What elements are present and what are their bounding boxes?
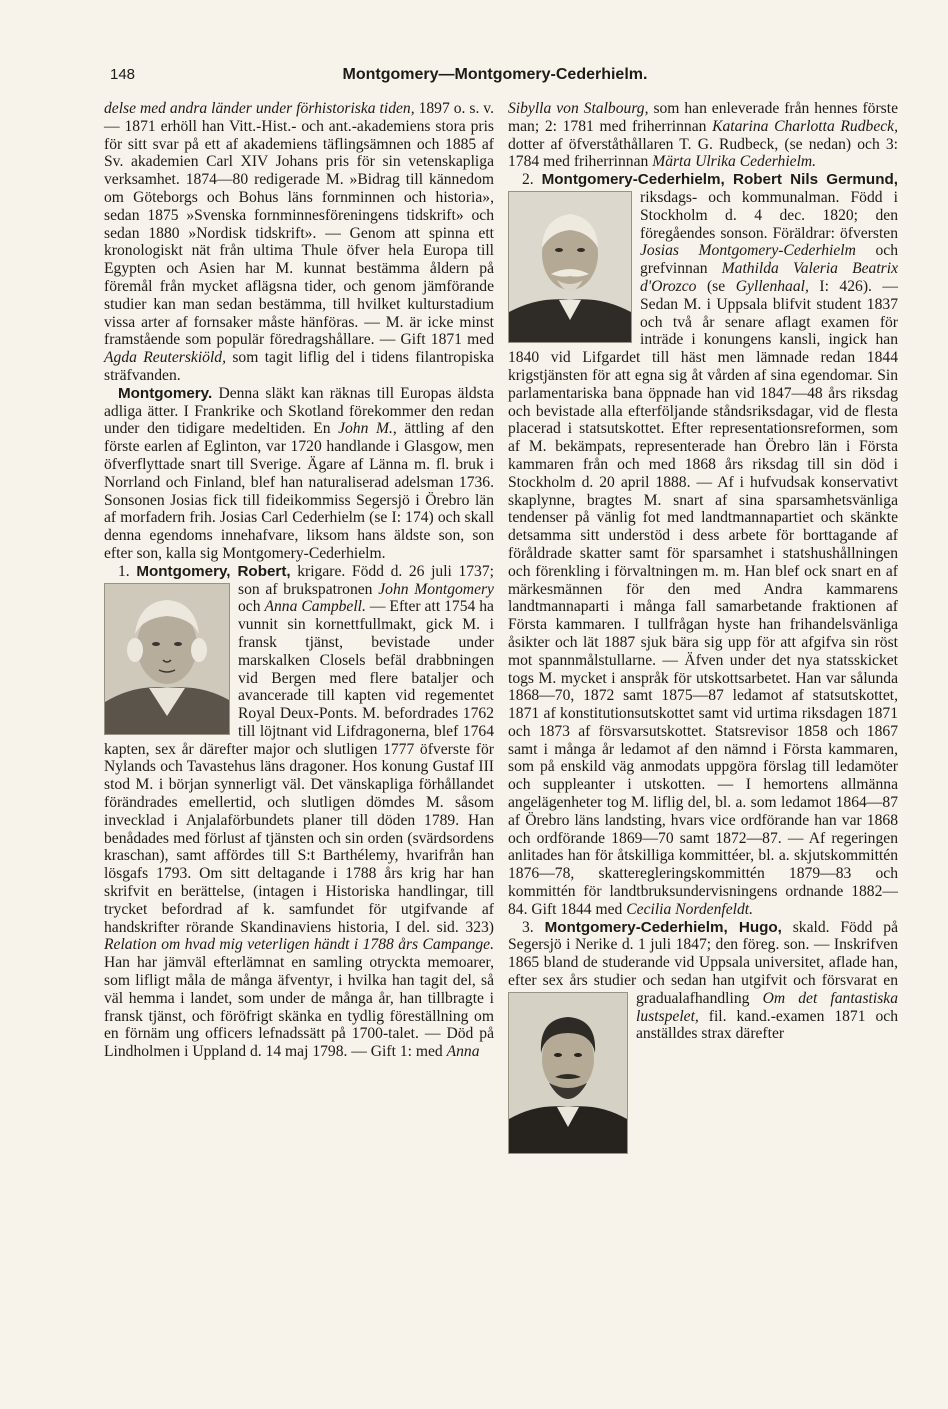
entry-number: 2. [522,171,534,189]
cross-reference: Gyllenhaal, [735,277,809,295]
entry-hugo: 3. Montgomery-Cederhielm, Hugo, skald. Född på Segersjö i Nerike d. 1 juli 1847; den föreg. son. — Inskrifven 1865 bland de studerande vid Uppsala universitet, aflade han, efter sex års studier och sedan han utgifvit och försvarat en gradualafhandling Om det fantastiska lustspelet, fil. kand.-examen 1871 och anställdes strax därefter [508,919,898,1044]
portrait-robert-nils-germund [508,191,632,343]
entry-headword: Montgomery-Cederhielm, Robert Nils Germund, [541,171,898,189]
entry-robert-nils-germund: 2. Montgomery-Cederhielm, Robert Nils Germund, riksdags- och kommunalman. Född i Stockholm d. 4 dec. 1820; den föregåendes sonson. Föräldrar: öfversten Josias Montgomery-Cederhielm och grefvinnan Mathilda Valeria Beatrix d'Orozco (se Gyllenhaal, I: 426). — Sedan M. i Uppsala blifvit student 1837 och två år senare aflagt examen för inträde i konungens kansli, ingick han 1840 vid Lifgardet till häst men lämnade redan 1844 krigstjänsten för att egna sig åt vården af sina egendomar. Sin parlamentariska bana öppnade han vid 1847—48 års riksdag och bevistade alla efterföljande ståndsriksdagar, vid de flesta placerad i statsutskottet. Efter representationsreformen, som af M. bekämpats, representerade han Örebro län i Första kammaren från och med 1868 års riksdag till sin död i Stockholm d. 20 april 1888. — Af i hufvudsak konservativt skaplynne, bragtes M. snart af sina sparsamhetsvänliga tendenser på vänlig fot med landtmannapartiet och skänkte detsamma sitt understöd i dess arbete för borttagande af föråldrade skatter samt för sparsamhet i statshushållningen och förenkling i förvaltningen m. m. Han blef ock snart en af märkesmännen för den med Andra kammarens landtmannaparti i många fall samarbetande fraktionen af Första kammaren. I tullfrågan hyste han frihandelsvänliga åsikter och lät 1887 sjuk bära sig upp för att afgifva sin röst mot spannmålstullarne. — Äfven under det nya statsskicket togs M. mycket i anspråk för utskottsarbetet. Han var sålunda 1868—70, 1872 samt 1875—87 ledamot af statsutskottet, 1871 af konstitutionsutskottet samt vid urtima riksdagen 1871 och 1873 af försvarsutskottet. Statsrevisor 1858 och 1867 samt i många år ledamot af den nämnd i Första kammaren, som på enskild väg anmodats uppgöra förslag till ledamöter och suppleanter i utskotten. — I hemortens allmänna angelägenheter tog M. liflig del, bl. a. som ledamot 1864—87 af Örebro läns landsting, hvars vice ordförande han var 1868 och ordförande 1869—70 samt 1872—87. — Af regeringen anlitades han för åtskilliga kommittéer, bl. a. skjutskommittén 1876—78, skatteregleringskommittén 1879—83 och kommittén för landtbruksundervisningens ordnande 1882—84. Gift 1844 med Cecilia Nordenfeldt. [508,171,899,918]
person-name: Cecilia Nordenfeldt. [626,900,754,918]
entry-headword: Montgomery-Cederhielm, Hugo, [544,918,782,936]
work-title: Relation om hvad mig veterligen händt i 1788 års Campange. [104,936,494,954]
person-name: Josias Montgomery-Cederhielm [640,242,856,260]
person-name: John M. [338,420,393,438]
running-title: Montgomery—Montgomery-Cederhielm. [342,66,648,83]
person-name: Mathilda Valeria Beatrix d'Orozco [640,260,898,295]
entry-robert: 1. Montgomery, Robert, krigare. Född d. 26 juli 1737; son af brukspatronen John Montgomery och Anna Campbell. — Efter att 1754 ha vunnit sin kornettfullmakt, gick M. i fransk tjänst, bevistade under marskalken Closels befäl drabbningen vid Bergen med flere bataljer och avancerade till kapten vid regementet Royal Deux-Ponts. M. befordrades 1762 till löjtnant vid Lifdragonerna, blef 1764 kapten, sex år därefter major och slutligen 1777 öfverste för Nylands och Tavastehus läns dragoner. Hos konung Gustaf III stod M. i början synnerligt väl. Det vänskapliga förhållandet förändrades emellertid, och slutligen dömdes M. såsom invecklad i Anjalaförbundets planer till döden 1789. Han benådades med förlust af tjänsten och sin orden (svärdsordens kraschan), samt affördes till S:t Barthélemy, hvarifrån han lösgafs 1793. Om sitt deltagande i 1788 års krig har han skrifvit en berättelse, (intagen i Historiska handlingar, till trycket befordrad af k. samfundet för utgifvande af handskrifter rörande Skandinaviens historia, I del. sid. 323) Relation om hvad mig veterligen händt i 1788 års Campange. Han har jämväl efterlämnat en samling otryckta memoarer, som lifligt måla de många äfventyr, i hvilka han tagit del, så väl hemma i landet, som under de många år, han tillbragte i fransk tjänst, och föröfrigt skänka en tydlig föreställning om en förnäm ung officers lefnadssätt på 1700-talet. — Död på Lindholmen i Uppland d. 14 maj 1798. — Gift 1: med Anna [104,562,494,1061]
person-name: Katarina Charlotta Rudbeck, [712,117,898,135]
paragraph-continued: delse med andra länder under förhistoriska tiden, 1897 o. s. v. — 1871 erhöll han Vitt.-Hist.- och ant.-akademiens stora pris för sitt svar på ett af akademiens täflingsämnen och 1885 af Sv. akademien Carl XIV Johans pris för sin vetenskapliga verksamhet. 1874—80 redigerade M. »Bidrag till kännedom om Göteborgs och Bohus läns fornminnen och historia», sedan 1875 »Svenska fornminnesföreningens tidskrift» och sedan 1880 »Nordisk tidskrift». — Genom att spinna ett kronologiskt nät från ultima Thule öfver hela Europa till Egypten och Asien har M. kunnat bestämma åldern på föremål från mycket aflägsna tider, och genom jämförande studier kan man sedan bestämma, till hvilket kulturstadium vissa arter af fornsaker måste hänföras. — M. är icke minst framstående som populär föredragshållare. — Gift 1871 med Agda Reuterskiöld, som tagit liflig del i tidens filantropiska sträfvanden. [104,100,495,384]
page-header [100,66,890,88]
italic-phrase: delse med andra länder under förhistoriska tiden, [104,100,415,117]
left-column [104,100,494,1061]
entry-montgomery: Montgomery. Denna släkt kan räknas till Europas äldsta adliga ätter. I Frankrike och Skotland förekommer den redan under den tidigare medeltiden. En John M., ättling af den förste earlen af Eglinton, var 1720 handlande i Glasgow, men öfverflyttade snart till Sverige. Ägare af Länna m. fl. bruk i Norrland och Finland, blef han naturaliserad adelsman 1736. Sonsonen Josias fick till fideikommiss Segersjö i Örebro län af morfadern frih. Josias Carl Cederhielm (se I: 174) och skall denna egendoms innehafvare, liksom hans äldste son, son efter son, kalla sig Montgomery-Cederhielm. [104,384,494,562]
person-name: Agda Reuterskiöld, [104,349,226,367]
entry-number: 3. [522,918,534,936]
person-name: Anna Campbell. [264,598,366,616]
entry-number: 1. [118,562,130,580]
paragraph-continued: Sibylla von Stalbourg, som han enleverade från hennes förste man; 2: 1781 med friherrinnan Katarina Charlotta Rudbeck, dotter af öfverståthållaren T. G. Rudbeck, (se nedan) och 3: 1784 med friherrinnan Märta Ulrika Cederhielm. [508,100,898,171]
work-title: Om det fantastiska lustspelet, [636,989,898,1025]
entry-headword: Montgomery, Robert, [136,562,291,580]
right-column [508,100,898,1156]
person-name: John Montgomery [378,580,494,598]
entry-headword: Montgomery. [118,384,213,402]
person-name: Anna [446,1043,480,1061]
portrait-hugo [508,992,628,1154]
person-name: Märta Ulrika Cederhielm. [652,153,817,171]
person-name: Sibylla von Stalbourg, [508,100,649,117]
portrait-robert-montgomery [104,583,230,735]
page-number: 148 [110,66,136,83]
